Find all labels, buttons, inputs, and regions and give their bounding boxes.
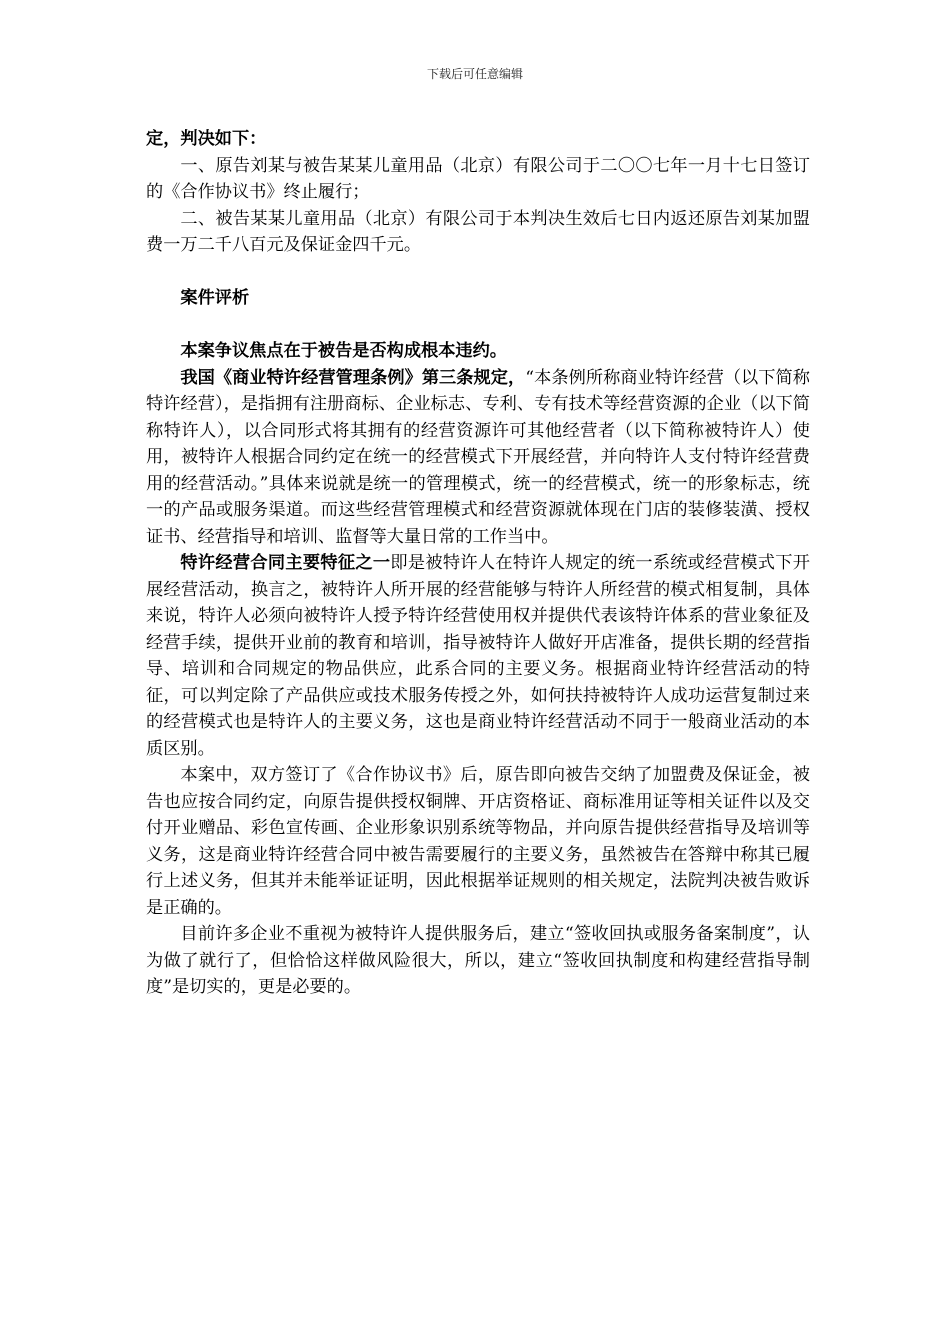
regulation-lead: 我国《商业特许经营管理条例》第三条规定， — [180, 367, 526, 388]
blank-line — [146, 312, 810, 339]
section-heading-case-analysis: 案件评析 — [180, 288, 250, 308]
paragraph-judgment-item-1: 一、原告刘某与被告某某儿童用品（北京）有限公司于二〇〇七年一月十七日签订的《合作协议书》终止履行； — [146, 155, 810, 202]
paragraph-regulation — [146, 365, 810, 551]
blank-line — [146, 259, 810, 286]
regulation-text: “本条例所称商业特许经营（以下简称特许经营），是指拥有注册商标、企业标志、专利、专有技术等经营资源的企业（以下简称特许人），以合同形式将其拥有的经营资源许可其他经营者（以下简称被特许人）使用，被特许人根据合同约定在统一的经营模式下开展经营，并向特许人支付特许经营费用的经营活动。”具体来说就是统一的管理模式，统一的经营模式，统一的形象标志，统一的产品或服务渠道。而这些经营管理模式和经营资源就体现在门店的装修装潢、授权证书、经营指导和培训、监督等大量日常的工作当中。 — [146, 367, 810, 547]
paragraph-dispute-focus: 本案争议焦点在于被告是否构成根本违约。 — [180, 341, 507, 361]
document-body — [146, 126, 810, 1001]
page-header: 下载后可任意编辑 — [426, 67, 523, 81]
paragraph-contract-feature — [146, 550, 810, 762]
contract-feature-text: 即是被特许人在特许人规定的统一系统或经营模式下开展经营活动，换言之，被特许人所开展的经营能够与特许人所经营的模式相复制，具体来说，特许人必须向被特许人授予特许经营使用权并提供代表该特许体系的营业象征及经营手续，提供开业前的教育和培训，指导被特许人做好开店准备，提供长期的经营指导、培训和合同规定的物品供应，此系合同的主要义务。根据商业特许经营活动的特征，可以判定除了产品供应或技术服务传授之外，如何扶持被特许人成功运营复制过来的经营模式也是特许人的主要义务，这也是商业特许经营活动不同于一般商业活动的本质区别。 — [146, 553, 810, 759]
paragraph-conclusion: 目前许多企业不重视为被特许人提供服务后，建立“签收回执或服务备案制度”，认为做了就行了，但恰恰这样做风险很大，所以，建立“签收回执制度和构建经营指导制度”是切实的，更是必要的。 — [146, 924, 810, 997]
paragraph-case-detail: 本案中，双方签订了《合作协议书》后，原告即向被告交纳了加盟费及保证金，被告也应按合同约定，向原告提供授权铜牌、开店资格证、商标准用证等相关证件以及交付开业赠品、彩色宣传画、企业形象识别系统等物品，并向原告提供经营指导及培训等义务，这是商业特许经营合同中被告需要履行的主要义务，虽然被告在答辩中称其已履行上述义务，但其并未能举证证明，因此根据举证规则的相关规定，法院判决被告败诉是正确的。 — [146, 765, 810, 918]
paragraph-judgment-item-2: 二、被告某某儿童用品（北京）有限公司于本判决生效后七日内返还原告刘某加盟费一万二千八百元及保证金四千元。 — [146, 208, 810, 255]
contract-feature-lead: 特许经营合同主要特征之一 — [180, 553, 391, 573]
paragraph-judgment-intro: 定，判决如下： — [146, 129, 267, 149]
